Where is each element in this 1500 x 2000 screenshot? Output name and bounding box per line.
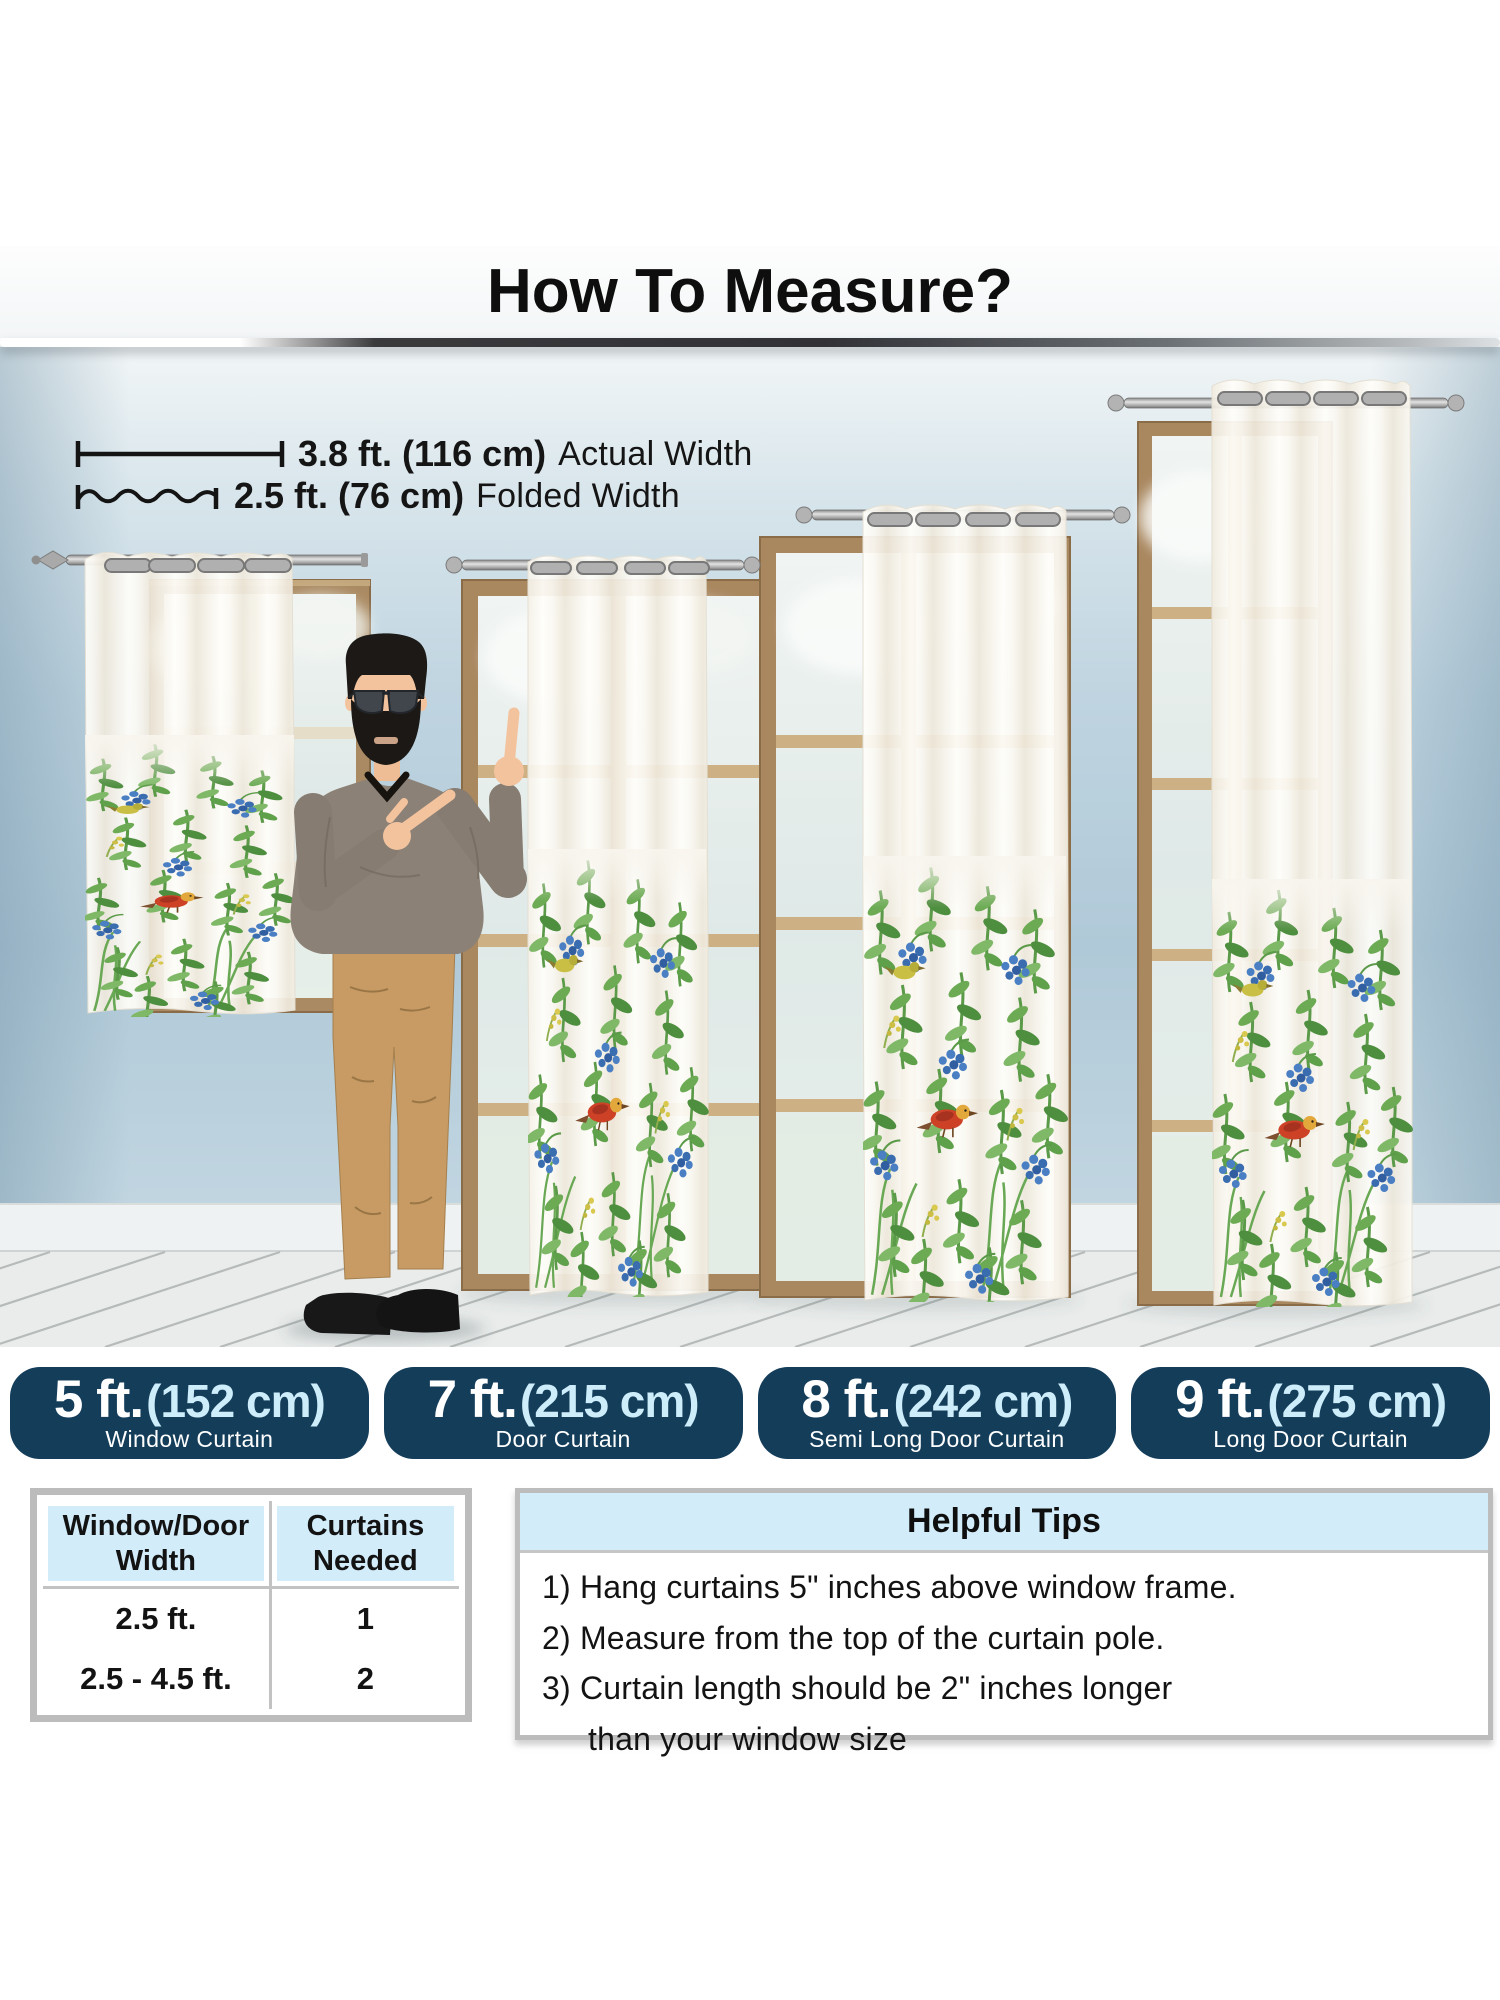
badge-cm: (242 cm) [893,1375,1073,1427]
helpful-tips-body [520,1553,1488,1764]
badge-size-line [384,1372,743,1428]
folded-width-annotation [74,475,680,517]
curtains-needed-table [30,1488,472,1722]
size-badge-8ft [758,1367,1117,1459]
table-cell-needed-1: 1 [356,1601,375,1636]
actual-width-annotation [74,433,753,475]
badge-size-line [758,1372,1117,1428]
tip-line-3-continued: than your window size [588,1720,908,1757]
curtain-illustration-9ft [1207,380,1415,1332]
actual-width-label: Actual Width [558,434,753,473]
badge-cm: (152 cm) [146,1375,325,1427]
straight-measure-line-icon [74,437,286,471]
folded-width-value: 2.5 ft. (76 cm) [234,475,465,516]
title-divider [0,338,1500,347]
badge-size-line [10,1372,369,1428]
wavy-measure-line-icon [74,479,222,513]
curtain-illustration-8ft [858,505,1070,1332]
badge-feet: 9 ft. [1175,1370,1265,1429]
actual-width-value: 3.8 ft. (116 cm) [298,433,547,474]
helpful-tips-title: Helpful Tips [520,1493,1488,1553]
curtain-scene-illustration [0,347,1500,1347]
tip-line-1: 1) Hang curtains 5" inches above window frame. [542,1569,1237,1605]
badge-label: Door Curtain [495,1425,631,1452]
badge-label: Semi Long Door Curtain [809,1425,1065,1452]
badge-feet: 7 ft. [427,1370,517,1429]
badge-size-line [1131,1372,1490,1428]
table-cell-needed-2: 2 [356,1661,375,1696]
size-badges-row [10,1367,1490,1459]
table-header-needed: Curtains Needed [272,1501,459,1589]
curtain-illustration-5ft [80,552,298,1033]
tip-line-2: 2) Measure from the top of the curtain pole. [542,1619,1165,1656]
table-cell-width-2: 2.5 - 4.5 ft. [43,1649,272,1709]
page-title: How To Measure? [487,257,1013,326]
badge-cm: (275 cm) [1267,1375,1447,1427]
table-header-width: Window/Door Width [43,1501,272,1589]
tip-line-3: 3) Curtain length should be 2" inches longer [542,1670,1173,1707]
size-badge-5ft [10,1367,369,1459]
badge-feet: 5 ft. [53,1370,144,1429]
folded-width-label: Folded Width [476,476,681,515]
badge-label: Window Curtain [105,1425,274,1452]
size-badge-9ft [1131,1367,1490,1459]
curtain-illustration-7ft [524,556,711,1325]
badge-cm: (215 cm) [519,1375,699,1427]
helpful-tips-panel [515,1488,1493,1757]
size-badge-7ft [384,1367,743,1459]
badge-feet: 8 ft. [801,1370,891,1429]
table-cell-width-1: 2.5 ft. [43,1589,272,1649]
badge-label: Long Door Curtain [1213,1425,1408,1452]
